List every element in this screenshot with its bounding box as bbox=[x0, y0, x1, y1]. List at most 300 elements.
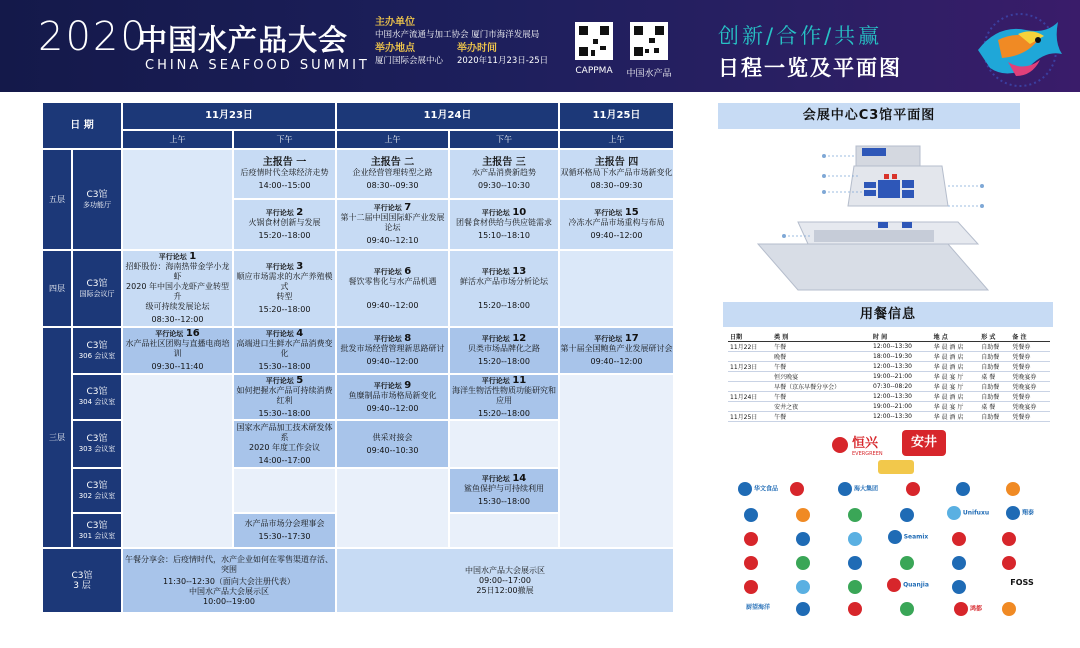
event-title-cn: 中国水产品大会 bbox=[138, 23, 349, 57]
forum-5 bbox=[233, 374, 336, 420]
session-title: 主报告 三 bbox=[482, 156, 526, 168]
table-row bbox=[728, 402, 1050, 412]
meal-note: 凭餐券 bbox=[1010, 362, 1050, 372]
meal-form: 自助餐 bbox=[979, 392, 1010, 402]
main-report-3 bbox=[449, 149, 559, 199]
table-row bbox=[728, 382, 1050, 392]
forum-label: 平行论坛 bbox=[265, 209, 294, 217]
forum-label: 平行论坛 bbox=[158, 253, 187, 261]
sponsor-name: FOSS bbox=[1010, 578, 1034, 587]
session-time: 09:30--10:30 bbox=[478, 180, 530, 190]
time-text: 2020年11月23日-25日 bbox=[457, 56, 549, 66]
session-time: 15:30--18:00 bbox=[258, 408, 311, 418]
forum-label: 平行论坛 bbox=[481, 376, 510, 385]
session-title: 主报告 四 bbox=[594, 156, 639, 168]
session-subject: 转型 bbox=[276, 292, 293, 301]
session-time: 09:40--12:00 bbox=[590, 357, 643, 366]
forum-label: 平行论坛 bbox=[155, 330, 184, 338]
forum-11 bbox=[449, 374, 559, 420]
session-subject: 供采对接会 bbox=[372, 432, 413, 442]
session-subject: 鱼糜制品市场格局新变化 bbox=[348, 390, 437, 400]
forum-3 bbox=[233, 250, 336, 327]
sponsor-logos bbox=[730, 428, 1050, 618]
forum-1 bbox=[122, 250, 233, 327]
session-subject: 国家水产品加工技术研发体系 bbox=[236, 422, 333, 442]
company-logo-icon bbox=[954, 602, 968, 616]
hall-name: C3馆 bbox=[86, 278, 108, 289]
session-subject: 第十届全国鲍鱼产业发展研讨会 bbox=[560, 344, 673, 353]
session-time: 15:20--18:00 bbox=[478, 300, 530, 310]
main-report-1 bbox=[233, 149, 336, 199]
fish-logo-icon bbox=[968, 10, 1068, 90]
session-subject: 鲜活水产品市场分析论坛 bbox=[460, 276, 548, 286]
session-subject: 高端进口生鲜水产品消费变化 bbox=[236, 339, 333, 358]
hall-c3-floor3 bbox=[42, 548, 122, 613]
hall-306 bbox=[72, 327, 122, 374]
forum-12 bbox=[449, 327, 559, 374]
forum-number: 15 bbox=[624, 207, 639, 218]
forum-9 bbox=[336, 374, 449, 420]
company-logo-icon bbox=[1002, 556, 1016, 570]
session-subject: 水产品市场分会理事会 bbox=[244, 519, 325, 528]
meal-note: 凭晚宴券 bbox=[1010, 402, 1050, 412]
company-logo-icon bbox=[900, 508, 914, 522]
main-report-4 bbox=[559, 149, 674, 199]
hall-floor: 3 层 bbox=[73, 580, 91, 591]
meal-form: 桌 餐 bbox=[979, 402, 1010, 412]
evergreen-logo-icon bbox=[832, 437, 848, 453]
day1-header: 11月23日 bbox=[122, 102, 336, 130]
time-label: 举办时间 bbox=[457, 43, 498, 54]
session-subject: 11:30--12:30（面向大会注册代表） bbox=[163, 576, 295, 586]
schedule-table bbox=[42, 102, 674, 613]
forum-number: 11 bbox=[512, 374, 527, 386]
sponsor-name: 海大集团 bbox=[853, 485, 878, 493]
forum-number: 3 bbox=[296, 261, 304, 272]
company-logo-icon bbox=[848, 556, 862, 570]
session-title: 主报告 一 bbox=[262, 156, 307, 168]
organizer-label: 主办单位 bbox=[375, 17, 415, 28]
session-subject: 贝类市场品牌化之路 bbox=[468, 344, 540, 353]
table-row bbox=[728, 342, 1050, 352]
meal-form: 自助餐 bbox=[979, 352, 1010, 362]
forum-label: 平行论坛 bbox=[373, 204, 402, 212]
meal-note: 凭餐券 bbox=[1010, 412, 1050, 422]
meal-place: 华 晨 宴 厅 bbox=[932, 372, 980, 382]
session-time: 09:40--12:00 bbox=[366, 357, 419, 366]
session-subject: 2020 年度工作会议 bbox=[249, 442, 320, 452]
company-logo-icon bbox=[900, 602, 914, 616]
company-logo-icon bbox=[1002, 602, 1016, 616]
company-logo-icon bbox=[952, 580, 966, 594]
company-logo-icon bbox=[744, 508, 758, 522]
session-time: 09:40--10:30 bbox=[366, 445, 419, 455]
day3-am-header: 上午 bbox=[559, 130, 674, 149]
company-logo-icon bbox=[796, 556, 810, 570]
meal-form: 自助餐 bbox=[979, 382, 1010, 392]
col-note: 备 注 bbox=[1010, 332, 1050, 342]
session-subject: 第十二届中国国际虾产业发展论坛 bbox=[340, 213, 445, 232]
session-time: 14:00--17:00 bbox=[258, 455, 311, 465]
meal-time: 07:30--08:20 bbox=[871, 382, 932, 392]
meal-time: 19:00--21:00 bbox=[871, 372, 932, 382]
session-subject: 招虾股份：海南热带金学小龙虾 bbox=[125, 262, 230, 281]
company-logo-icon bbox=[952, 556, 966, 570]
company-logo-icon bbox=[796, 532, 810, 546]
session-subject: 中国水产品大会展示区 bbox=[465, 565, 545, 575]
sponsor-name: 翔泰 bbox=[1021, 509, 1034, 517]
session-time: 09:40--12:00 bbox=[590, 231, 643, 240]
company-logo-icon bbox=[1006, 482, 1020, 496]
event-title-en: CHINA SEAFOOD SUMMIT bbox=[145, 58, 370, 73]
floorplan-map bbox=[728, 136, 1020, 300]
forum-7 bbox=[336, 199, 449, 250]
forum-label: 平行论坛 bbox=[373, 381, 402, 390]
table-row bbox=[728, 372, 1050, 382]
company-logo-icon bbox=[848, 602, 862, 616]
forum-number: 8 bbox=[404, 333, 412, 344]
sponsor-logo bbox=[730, 602, 786, 611]
meal-place: 华 晨 宴 厅 bbox=[932, 402, 980, 412]
session-time: 15:30--18:00 bbox=[258, 362, 311, 371]
forum-number: 16 bbox=[185, 328, 200, 339]
day2-am-header: 上午 bbox=[336, 130, 449, 149]
sponsor-name: 华文食品 bbox=[753, 485, 778, 493]
meal-form: 自助餐 bbox=[979, 342, 1010, 352]
forum-label: 平行论坛 bbox=[481, 335, 510, 343]
slogan: 创新/合作/共赢 bbox=[718, 24, 883, 48]
meal-time: 12:00--13:30 bbox=[871, 412, 932, 422]
day2-header: 11月24日 bbox=[336, 102, 559, 130]
meal-time: 12:00--13:30 bbox=[871, 342, 932, 352]
company-logo-icon bbox=[738, 482, 752, 496]
empty-cell bbox=[559, 374, 674, 548]
date-column-header: 日 期 bbox=[42, 102, 122, 149]
hall-name: C3馆 bbox=[86, 340, 108, 351]
expo-area bbox=[336, 548, 674, 613]
supply-meeting bbox=[336, 420, 449, 468]
table-header-row bbox=[728, 332, 1050, 342]
table-row bbox=[728, 362, 1050, 372]
meal-table bbox=[728, 332, 1050, 422]
forum-number: 9 bbox=[404, 379, 412, 391]
session-time: 15:20--18:00 bbox=[478, 357, 530, 366]
meal-info-title: 用餐信息 bbox=[723, 302, 1053, 327]
forum-6 bbox=[336, 250, 449, 327]
session-time: 15:10--18:10 bbox=[478, 231, 530, 240]
meal-date bbox=[728, 372, 772, 382]
forum-label: 平行论坛 bbox=[481, 209, 510, 217]
event-info bbox=[375, 17, 548, 67]
day1-pm-header: 下午 bbox=[233, 130, 336, 149]
empty-cell bbox=[233, 468, 336, 513]
processing-meeting bbox=[233, 420, 336, 468]
forum-label: 平行论坛 bbox=[594, 209, 623, 217]
session-time: 15:30--17:30 bbox=[258, 532, 311, 541]
session-subject: 水产品消费新趋势 bbox=[472, 167, 536, 177]
session-time: 09:40--12:00 bbox=[366, 403, 419, 413]
forum-8 bbox=[336, 327, 449, 374]
forum-number: 14 bbox=[512, 473, 527, 484]
company-logo-icon bbox=[900, 556, 914, 570]
forum-label: 平行论坛 bbox=[265, 376, 294, 385]
sponsor-logo bbox=[830, 482, 886, 496]
forum-number: 5 bbox=[296, 374, 304, 386]
sponsor-logo-grid bbox=[730, 506, 1050, 602]
meal-time: 12:00--13:30 bbox=[871, 362, 932, 372]
company-logo-icon bbox=[1002, 532, 1016, 546]
qr-label-seafood: 中国水产品 bbox=[626, 69, 672, 79]
forum-label: 平行论坛 bbox=[481, 475, 510, 483]
forum-number: 13 bbox=[512, 265, 527, 277]
empty-cell bbox=[449, 420, 559, 468]
organizer-text: 中国水产流通与加工协会 厦门市海洋发展局 bbox=[375, 30, 540, 40]
floor-5-label: 五层 bbox=[42, 149, 72, 250]
session-subject: 水产品社区团购与直播电商培训 bbox=[125, 339, 230, 358]
day1-am-header: 上午 bbox=[122, 130, 233, 149]
sponsor-name: 厨望海洋 bbox=[745, 604, 770, 611]
session-subject: 海洋生物活性物质功能研究和应用 bbox=[452, 385, 556, 405]
forum-label: 平行论坛 bbox=[373, 267, 402, 276]
company-logo-icon bbox=[848, 508, 862, 522]
hall-301 bbox=[72, 513, 122, 548]
forum-2 bbox=[233, 199, 336, 250]
session-time: 15:30--18:00 bbox=[478, 497, 530, 506]
session-time: 08:30--09:30 bbox=[590, 180, 643, 190]
session-time: 14:00--15:00 bbox=[258, 180, 311, 190]
event-year: 2020 bbox=[38, 14, 148, 60]
session-subject: 25日12:00撤展 bbox=[476, 585, 534, 595]
session-subject: 鲨鱼保护与可持续利用 bbox=[464, 484, 544, 493]
forum-label: 平行论坛 bbox=[373, 335, 402, 343]
meal-type: 午餐 bbox=[772, 362, 871, 372]
qr-label-cappma: CAPPMA bbox=[575, 66, 613, 76]
table-row bbox=[728, 392, 1050, 402]
meal-date: 11月25日 bbox=[728, 412, 772, 422]
company-logo-icon bbox=[744, 532, 758, 546]
session-subject: 批发市场经营管理新思路研讨 bbox=[340, 344, 445, 353]
forum-number: 2 bbox=[296, 207, 304, 218]
meal-type: 午餐 bbox=[772, 412, 871, 422]
main-report-2 bbox=[336, 149, 449, 199]
company-logo-icon bbox=[796, 508, 810, 522]
hall-name: C3馆 bbox=[86, 434, 108, 444]
company-logo-icon bbox=[790, 482, 804, 496]
session-subject: 中国水产品大会展示区 bbox=[189, 586, 269, 596]
sponsor-badge-icon bbox=[878, 460, 914, 474]
session-time: 15:20--18:00 bbox=[258, 305, 311, 314]
sponsor-name: Unifuxu bbox=[962, 509, 990, 517]
meal-type: 午餐 bbox=[772, 392, 871, 402]
hall-room: 多功能厅 bbox=[83, 200, 111, 209]
hall-room: 303 会议室 bbox=[78, 445, 116, 453]
forum-4 bbox=[233, 327, 336, 374]
company-logo-icon bbox=[744, 556, 758, 570]
company-logo-icon bbox=[952, 532, 966, 546]
col-type: 类 别 bbox=[772, 332, 871, 342]
session-subject: 2020 年中国小龙虾产业转型升 bbox=[126, 282, 229, 301]
hall-room: 306 会议室 bbox=[78, 351, 116, 360]
forum-number: 12 bbox=[512, 333, 527, 344]
meal-place: 华 晨 酒 店 bbox=[932, 412, 980, 422]
floor-4-label: 四层 bbox=[42, 250, 72, 327]
venue-text: 厦门国际会展中心 bbox=[375, 56, 444, 66]
session-time: 08:30--09:30 bbox=[366, 180, 419, 190]
meal-type: 恒兴晚宴 bbox=[772, 372, 871, 382]
hall-303 bbox=[72, 420, 122, 468]
session-subject: 冷冻水产品市场重构与布局 bbox=[568, 218, 665, 227]
page-header bbox=[0, 0, 1080, 92]
hall-name: C3馆 bbox=[86, 480, 108, 491]
table-row bbox=[728, 412, 1050, 422]
session-time: 10:00--19:00 bbox=[203, 596, 255, 606]
company-logo-icon bbox=[838, 482, 852, 496]
lunch-sharing-session bbox=[122, 548, 336, 613]
col-date: 日期 bbox=[728, 332, 772, 342]
forum-15 bbox=[559, 199, 674, 250]
meal-time: 18:00--19:30 bbox=[871, 352, 932, 362]
session-time: 09:40--12:00 bbox=[366, 300, 419, 310]
forum-16 bbox=[122, 327, 233, 374]
meal-note: 凭晚宴券 bbox=[1010, 372, 1050, 382]
forum-number: 7 bbox=[404, 202, 412, 213]
sponsor-name: Seamix bbox=[903, 533, 929, 541]
meal-place: 华 晨 酒 店 bbox=[932, 392, 980, 402]
meal-type: 安井之夜 bbox=[772, 402, 871, 412]
meal-place: 华 晨 宴 厅 bbox=[932, 382, 980, 392]
hall-room: 国际会议厅 bbox=[79, 289, 115, 298]
sponsor-evergreen bbox=[832, 432, 883, 457]
session-time: 09:00--17:00 bbox=[479, 575, 531, 585]
company-logo-icon bbox=[906, 482, 920, 496]
hall-room: 302 会议室 bbox=[78, 491, 116, 500]
meal-note: 凭餐券 bbox=[1010, 342, 1050, 352]
meal-note: 凭晚宴券 bbox=[1010, 382, 1050, 392]
company-logo-icon bbox=[848, 580, 862, 594]
meal-date: 11月24日 bbox=[728, 392, 772, 402]
empty-cell bbox=[449, 513, 559, 548]
session-subject: 双循环格局下水产品市场新变化 bbox=[560, 167, 673, 177]
meal-form: 自助餐 bbox=[979, 362, 1010, 372]
meal-type: 早餐（京东早餐分享会） bbox=[772, 382, 871, 392]
hall-room: 301 会议室 bbox=[78, 531, 116, 540]
forum-13 bbox=[449, 250, 559, 327]
qr-code-seafood bbox=[630, 22, 668, 60]
session-time: 09:30--11:40 bbox=[151, 362, 204, 371]
company-logo-icon bbox=[796, 580, 810, 594]
col-time: 时 间 bbox=[871, 332, 932, 342]
meal-date: 11月22日 bbox=[728, 342, 772, 352]
forum-label: 平行论坛 bbox=[265, 330, 294, 338]
meal-note: 凭餐券 bbox=[1010, 392, 1050, 402]
session-subject: 级可持续发展论坛 bbox=[145, 302, 210, 311]
meal-date: 11月23日 bbox=[728, 362, 772, 372]
meal-time: 12:00--13:30 bbox=[871, 392, 932, 402]
forum-17 bbox=[559, 327, 674, 374]
session-subject: 火锅食材创新与发展 bbox=[248, 218, 321, 227]
empty-cell bbox=[122, 374, 233, 548]
empty-cell bbox=[559, 250, 674, 327]
col-place: 地 点 bbox=[932, 332, 980, 342]
hall-304 bbox=[72, 374, 122, 420]
page-subtitle: 日程一览及平面图 bbox=[718, 56, 902, 80]
empty-cell bbox=[122, 149, 233, 250]
meal-type: 午餐 bbox=[772, 342, 871, 352]
meal-date bbox=[728, 352, 772, 362]
hall-name: C3馆 bbox=[71, 570, 93, 581]
session-subject: 午餐分享会：后疫情时代，水产企业如何在零售渠道存活、突围 bbox=[125, 554, 333, 574]
session-subject: 后疫情时代全球经济走势 bbox=[240, 167, 329, 177]
venue-label: 举办地点 bbox=[375, 43, 415, 54]
sponsor-name: 鸿都 bbox=[969, 605, 982, 613]
table-row bbox=[728, 352, 1050, 362]
forum-label: 平行论坛 bbox=[481, 267, 510, 276]
meal-place: 华 晨 酒 店 bbox=[932, 352, 980, 362]
hall-international bbox=[72, 250, 122, 327]
day2-pm-header: 下午 bbox=[449, 130, 559, 149]
meal-time: 19:00--21:00 bbox=[871, 402, 932, 412]
forum-number: 1 bbox=[189, 251, 197, 262]
session-subject: 如何把握水产品可持续消费红利 bbox=[236, 385, 333, 405]
meal-place: 华 晨 酒 店 bbox=[932, 362, 980, 372]
empty-cell bbox=[336, 468, 449, 548]
sponsor-logo bbox=[730, 482, 786, 496]
hall-name: C3馆 bbox=[86, 189, 108, 200]
session-time: 08:30--12:00 bbox=[151, 315, 204, 324]
hall-room: 304 会议室 bbox=[78, 398, 116, 406]
sponsor-name: 恒兴 bbox=[852, 436, 879, 451]
qr-code-cappma bbox=[575, 22, 613, 60]
meal-date bbox=[728, 402, 772, 412]
forum-14 bbox=[449, 468, 559, 513]
hall-name: C3馆 bbox=[86, 387, 108, 397]
col-form: 形 式 bbox=[979, 332, 1010, 342]
session-subject: 团餐食材供给与供应链需求 bbox=[456, 218, 552, 227]
company-logo-icon bbox=[848, 532, 862, 546]
floorplan-title: 会展中心C3馆平面图 bbox=[718, 103, 1020, 129]
forum-number: 10 bbox=[512, 207, 527, 218]
forum-number: 17 bbox=[624, 333, 639, 344]
session-subject: 顺应市场需求的水产养殖模式 bbox=[236, 272, 333, 291]
session-title: 主报告 二 bbox=[370, 156, 415, 168]
forum-number: 4 bbox=[296, 328, 304, 339]
hall-name: C3馆 bbox=[86, 520, 108, 531]
session-time: 09:40--12:10 bbox=[366, 236, 419, 245]
session-subject: 企业经营管理转型之路 bbox=[352, 167, 433, 177]
sponsor-name: Quanjia bbox=[903, 581, 929, 589]
sponsor-logo bbox=[940, 602, 996, 616]
meal-place: 华 晨 酒 店 bbox=[932, 342, 980, 352]
session-time: 15:20--18:00 bbox=[478, 408, 530, 418]
day3-header: 11月25日 bbox=[559, 102, 674, 130]
meal-form: 桌 餐 bbox=[979, 372, 1010, 382]
sponsor-anjoy: 安井 bbox=[902, 430, 946, 456]
hall-302 bbox=[72, 468, 122, 513]
forum-label: 平行论坛 bbox=[594, 335, 623, 343]
floor-3-label: 三层 bbox=[42, 327, 72, 548]
forum-10 bbox=[449, 199, 559, 250]
forum-label: 平行论坛 bbox=[265, 263, 294, 271]
meal-form: 自助餐 bbox=[979, 412, 1010, 422]
sponsor-name-en: EVERGREEN bbox=[852, 451, 883, 457]
company-logo-icon bbox=[796, 602, 810, 616]
company-logo-icon bbox=[956, 482, 970, 496]
forum-number: 6 bbox=[404, 265, 412, 277]
branch-meeting bbox=[233, 513, 336, 548]
meal-note: 凭餐券 bbox=[1010, 352, 1050, 362]
session-time: 15:20--18:00 bbox=[258, 231, 311, 240]
session-subject: 餐饮零售化与水产品机遇 bbox=[348, 276, 437, 286]
